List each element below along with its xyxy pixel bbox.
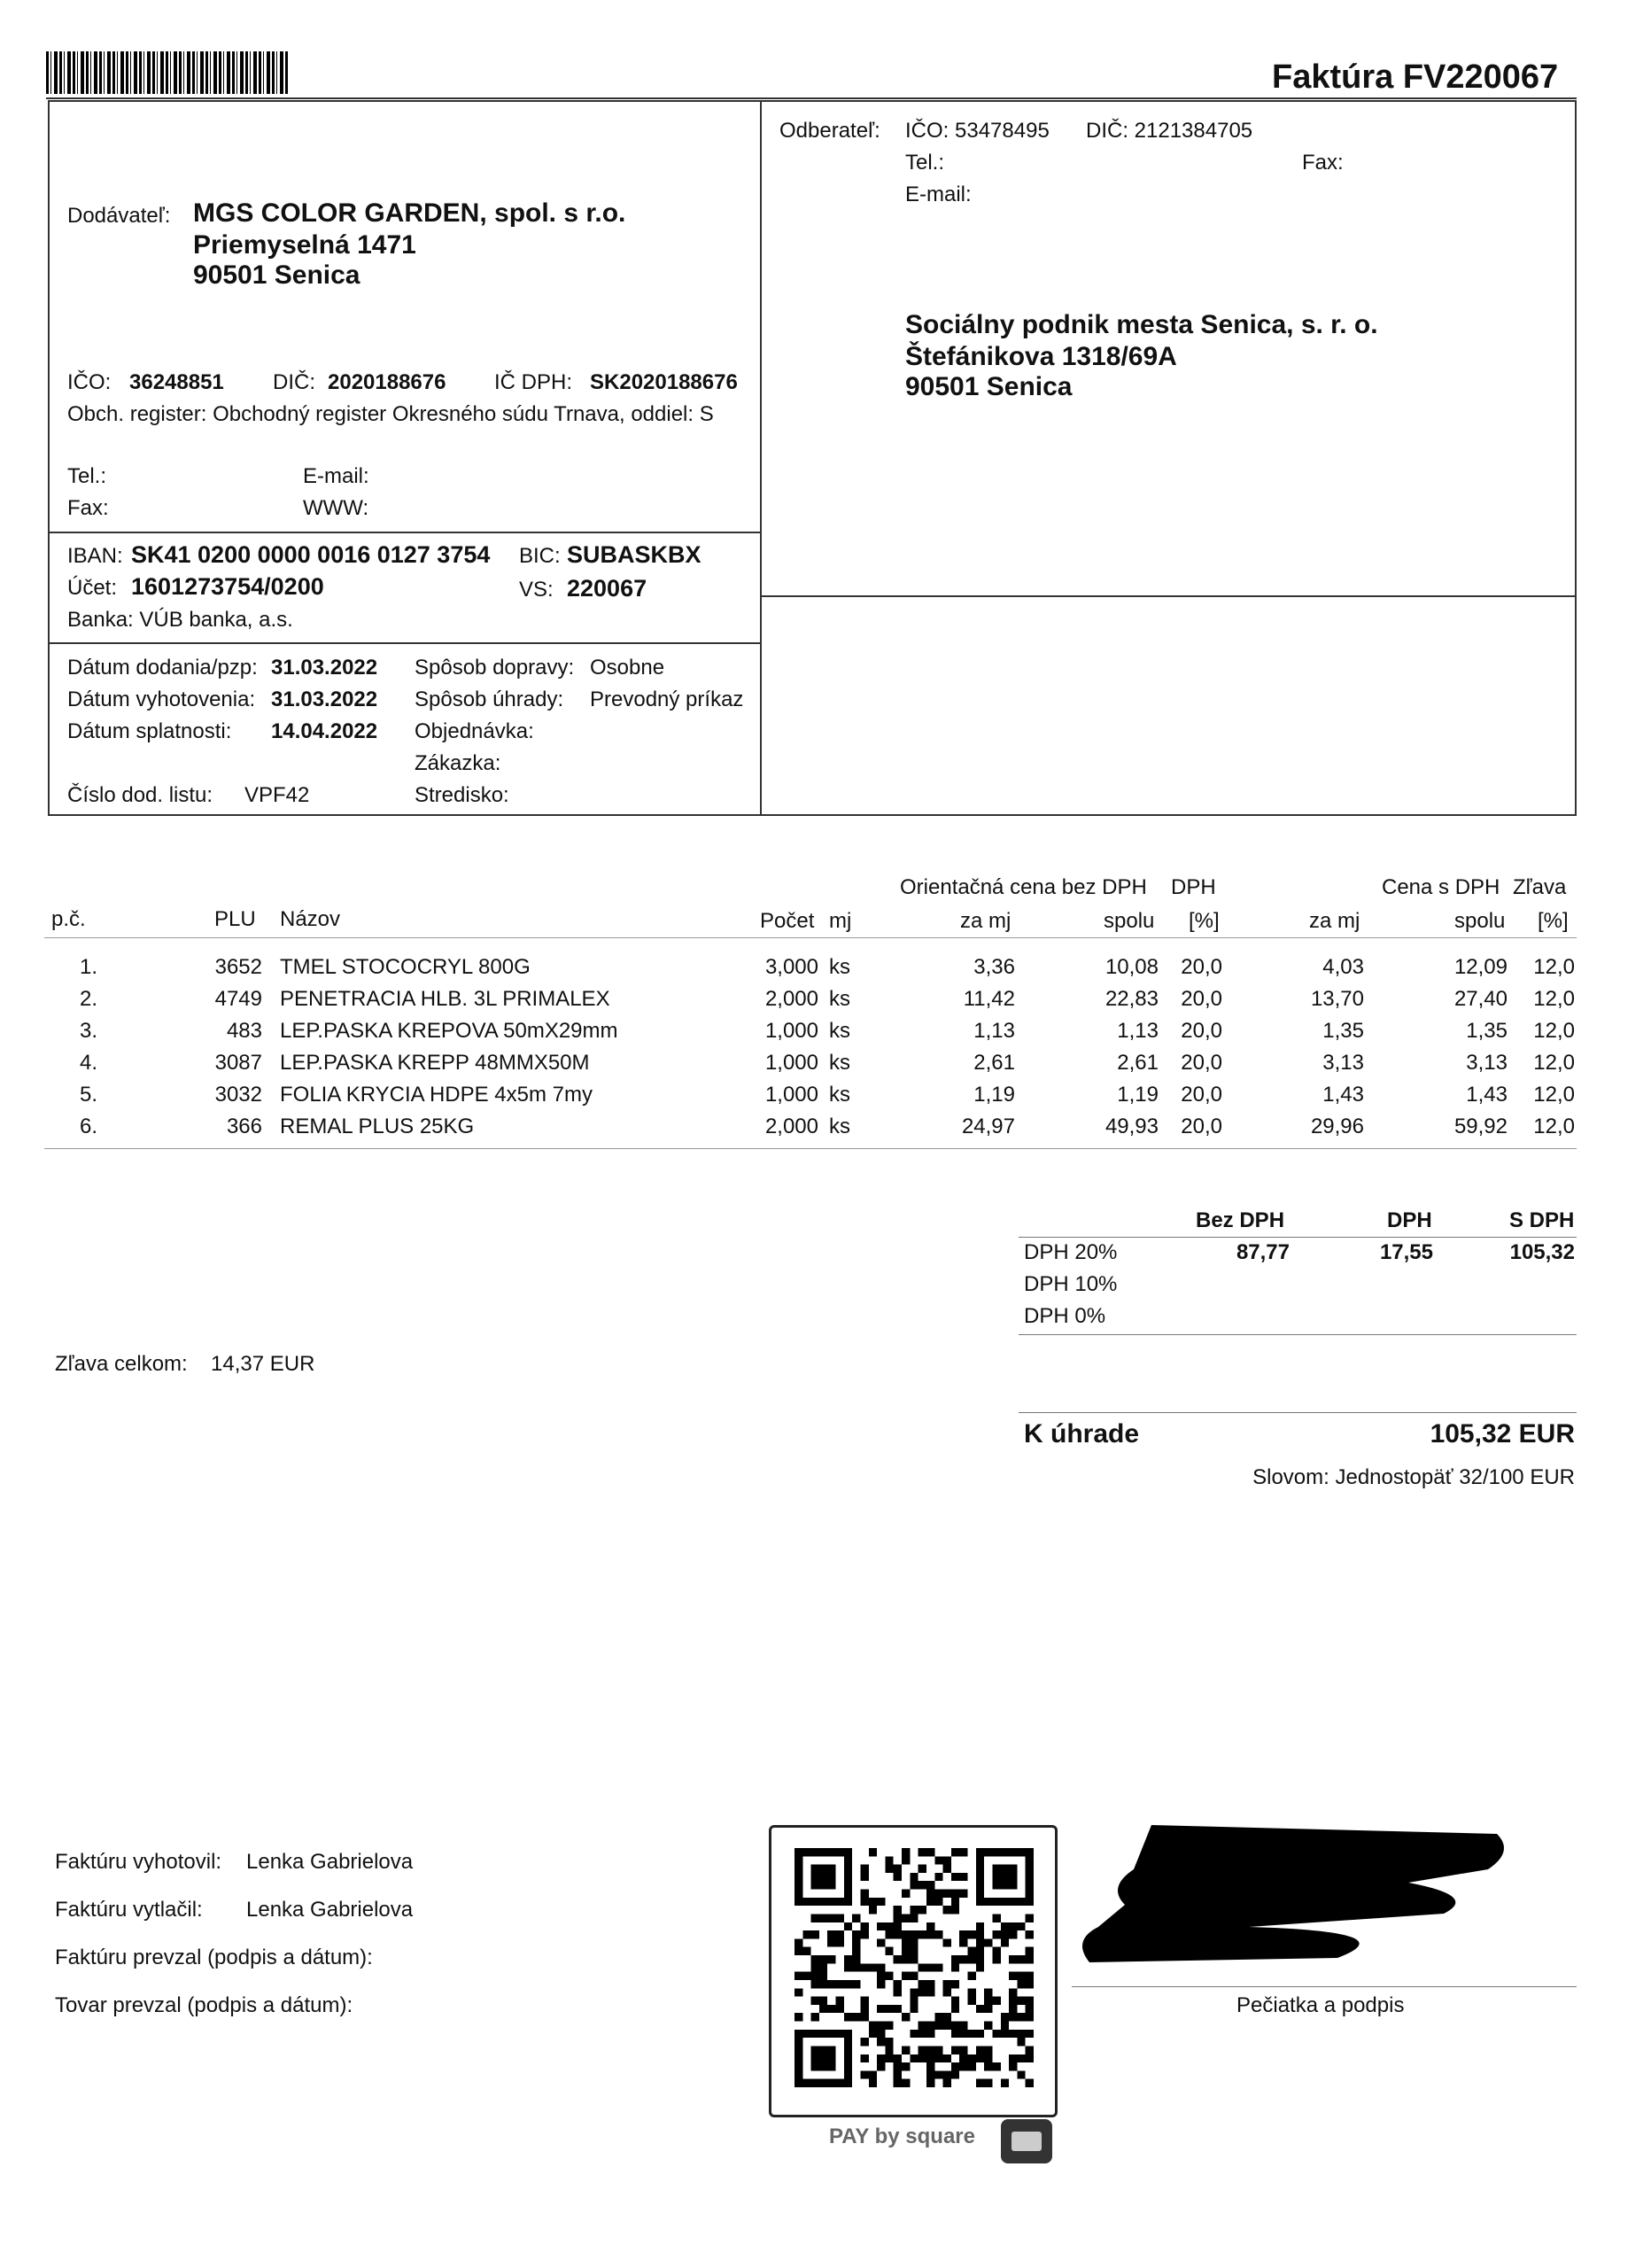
supplier-dic: 2020188676 [328,370,446,394]
iban: SK41 0200 0000 0016 0127 3754 [131,541,491,568]
customer-city: 90501 Senica [905,372,1073,401]
cell-spolu2: 12,09 [1453,955,1508,979]
vat-0-label: DPH 0% [1024,1304,1106,1328]
qr-code-icon [794,1848,1034,2087]
th-pct2: [%] [1538,909,1569,933]
date-issue-label: Dátum vyhotovenia: [67,687,256,711]
cell-spolu2: 59,92 [1453,1115,1508,1138]
discount-value: 14,37 EUR [211,1352,315,1376]
delivery-note: VPF42 [244,783,310,807]
cost-center-label: Stredisko: [415,783,509,807]
cell-plu: 366 [226,1115,262,1138]
customer-ico: IČO: 53478495 [905,119,1050,143]
bank-card-icon [1001,2119,1052,2163]
date-due-label: Dátum splatnosti: [67,719,232,743]
cell-pocet: 3,000 [764,955,818,979]
date-delivery: 31.03.2022 [271,656,378,680]
cell-zamj2: 1,35 [1322,1019,1364,1043]
vat-dph-header: DPH [1387,1208,1432,1232]
cell-dph: 20,0 [1181,987,1222,1011]
customer-dic: DIČ: 2121384705 [1086,119,1253,143]
ucet-label: Účet: [67,576,118,600]
goods-received-label: Tovar prevzal (podpis a dátum): [55,1993,353,2017]
invoice-title: Faktúra FV220067 [1272,58,1559,96]
cell-pc: 4. [79,1051,97,1075]
cell-spolu: 49,93 [1105,1115,1159,1138]
delivery-note-label: Číslo dod. listu: [67,783,213,807]
cell-zamj2: 1,43 [1322,1083,1364,1107]
th-za-mj2: za mj [1309,909,1360,933]
supplier-icdph: SK2020188676 [590,370,738,394]
cell-pc: 6. [79,1115,97,1138]
cell-dph: 20,0 [1181,955,1222,979]
th-pc: p.č. [51,907,86,931]
th-nazov: Názov [280,907,341,931]
supplier-email-label: E-mail: [303,464,369,488]
cell-mj: ks [829,1019,850,1043]
cell-plu: 3087 [214,1051,262,1075]
cell-pocet: 2,000 [764,1115,818,1138]
cell-zamj: 11,42 [963,987,1015,1011]
iban-label: IBAN: [67,544,123,568]
vat-s-header: S DPH [1509,1208,1575,1232]
table-end-rule [44,1148,1577,1149]
cell-zamj2: 3,13 [1322,1051,1364,1075]
supplier-dic-label: DIČ: [273,370,315,394]
supplier-city: 90501 Senica [193,260,360,290]
bank-name: Banka: VÚB banka, a.s. [67,608,293,632]
cell-zlava: 12,0 [1533,1019,1575,1043]
vs: 220067 [567,575,647,602]
transport-label: Spôsob dopravy: [415,656,575,680]
cell-spolu2: 3,13 [1466,1051,1508,1075]
th-orient: Orientačná cena bez DPH [900,875,1147,899]
cell-dph: 20,0 [1181,1051,1222,1075]
cell-zamj: 1,13 [973,1019,1015,1043]
issued-by-label: Faktúru vyhotovil: [55,1850,222,1874]
discount-label: Zľava celkom: [55,1352,188,1376]
cell-spolu2: 1,35 [1466,1019,1508,1043]
cell-zlava: 12,0 [1533,987,1575,1011]
vat-10-label: DPH 10% [1024,1272,1118,1296]
payment: Prevodný príkaz [590,687,744,711]
th-za-mj: za mj [960,909,1012,933]
cell-zamj: 3,36 [973,955,1015,979]
redacted-signature-icon [1072,1816,1515,1976]
supplier-tel-label: Tel.: [67,464,107,488]
th-pocet: Počet [760,909,815,933]
cell-pocet: 1,000 [764,1019,818,1043]
th-dph-top: DPH [1171,875,1216,899]
cell-zlava: 12,0 [1533,955,1575,979]
printed-by: Lenka Gabrielova [246,1898,414,1922]
supplier-name: MGS COLOR GARDEN, spol. s r.o. [193,198,626,228]
stamp-label: Pečiatka a podpis [1236,1993,1405,2017]
cell-zamj2: 29,96 [1310,1115,1364,1138]
cell-dph: 20,0 [1181,1083,1222,1107]
th-pct: [%] [1189,909,1220,933]
vat-end-rule [1019,1334,1577,1335]
cell-nazov: PENETRACIA HLB. 3L PRIMALEX [280,987,610,1011]
header-rule [44,937,1577,938]
cell-zlava: 12,0 [1533,1115,1575,1138]
date-due: 14.04.2022 [271,719,378,743]
divider [48,532,762,533]
cell-spolu: 22,83 [1105,987,1159,1011]
cell-spolu2: 1,43 [1466,1083,1508,1107]
supplier-street: Priemyselná 1471 [193,230,416,260]
payment-label: Spôsob úhrady: [415,687,564,711]
contract-label: Zákazka: [415,751,501,775]
customer-label: Odberateľ: [779,119,880,143]
pay-by-square-label: PAY by square [829,2124,975,2148]
cell-pocet: 1,000 [764,1051,818,1075]
cell-zamj2: 4,03 [1322,955,1364,979]
customer-email-label: E-mail: [905,183,972,206]
supplier-label: Dodávateľ: [67,204,171,228]
cell-mj: ks [829,1051,850,1075]
cell-pc: 5. [79,1083,97,1107]
th-mj: mj [829,909,852,933]
cell-mj: ks [829,955,850,979]
divider [760,595,1577,597]
supplier-icdph-label: IČ DPH: [494,370,573,394]
cell-spolu: 2,61 [1117,1051,1159,1075]
vat-rule [1019,1237,1577,1238]
cell-pc: 2. [79,987,97,1011]
cell-zamj2: 13,70 [1310,987,1364,1011]
cell-plu: 483 [226,1019,262,1043]
cell-zamj: 2,61 [973,1051,1015,1075]
title-rule [46,97,1577,99]
cell-pocet: 1,000 [764,1083,818,1107]
vat-20-dph: 17,55 [1379,1240,1433,1264]
total-in-words: Slovom: Jednostopäť 32/100 EUR [1252,1465,1575,1489]
cell-spolu: 1,19 [1117,1083,1159,1107]
vs-label: VS: [519,578,554,602]
cell-zlava: 12,0 [1533,1083,1575,1107]
cell-dph: 20,0 [1181,1019,1222,1043]
th-spolu: spolu [1104,909,1155,933]
bic: SUBASKBX [567,541,701,568]
cell-nazov: LEP.PASKA KREPP 48MMX50M [280,1051,590,1075]
cell-mj: ks [829,1115,850,1138]
bic-label: BIC: [519,544,561,568]
date-delivery-label: Dátum dodania/pzp: [67,656,258,680]
order-label: Objednávka: [415,719,534,743]
supplier-fax-label: Fax: [67,496,109,520]
cell-dph: 20,0 [1181,1115,1222,1138]
cell-plu: 3652 [214,955,262,979]
cell-zamj: 1,19 [973,1083,1015,1107]
vat-20-s: 105,32 [1509,1240,1575,1264]
cell-nazov: TMEL STOCOCRYL 800G [280,955,531,979]
customer-name: Sociálny podnik mesta Senica, s. r. o. [905,310,1378,339]
cell-pc: 1. [79,955,97,979]
vat-20-bez: 87,77 [1236,1240,1290,1264]
th-spolu2: spolu [1454,909,1506,933]
th-cena-s: Cena s DPH [1382,875,1500,899]
invoice-received-label: Faktúru prevzal (podpis a dátum): [55,1946,373,1969]
transport: Osobne [590,656,665,680]
barcode [46,51,289,94]
supplier-ico: 36248851 [129,370,224,394]
total-label: K úhrade [1024,1419,1140,1449]
cell-pocet: 2,000 [764,987,818,1011]
cell-nazov: FOLIA KRYCIA HDPE 4x5m 7my [280,1083,593,1107]
cell-plu: 4749 [214,987,262,1011]
supplier-register: Obch. register: Obchodný register Okresného súdu Trnava, oddiel: S [67,402,714,426]
cell-spolu: 1,13 [1117,1019,1159,1043]
customer-fax-label: Fax: [1302,151,1344,175]
vat-20-label: DPH 20% [1024,1240,1118,1264]
vat-bez-header: Bez DPH [1196,1208,1285,1232]
supplier-ico-label: IČO: [67,370,112,394]
cell-spolu: 10,08 [1105,955,1159,979]
date-issue: 31.03.2022 [271,687,378,711]
cell-nazov: LEP.PASKA KREPOVA 50mX29mm [280,1019,618,1043]
cell-plu: 3032 [214,1083,262,1107]
total-rule [1019,1412,1577,1413]
cell-mj: ks [829,1083,850,1107]
customer-street: Štefánikova 1318/69A [905,342,1177,371]
divider [48,642,762,644]
cell-nazov: REMAL PLUS 25KG [280,1115,475,1138]
total-value: 105,32 EUR [1430,1419,1575,1449]
ucet: 1601273754/0200 [131,573,324,600]
signature-line [1072,1986,1577,1987]
customer-tel-label: Tel.: [905,151,945,175]
cell-mj: ks [829,987,850,1011]
th-plu: PLU [214,907,256,931]
cell-zamj: 24,97 [961,1115,1015,1138]
supplier-www-label: WWW: [303,496,369,520]
cell-spolu2: 27,40 [1453,987,1508,1011]
cell-pc: 3. [79,1019,97,1043]
customer-box [760,100,1577,816]
th-zlava: Zľava [1513,875,1567,899]
printed-by-label: Faktúru vytlačil: [55,1898,203,1922]
issued-by: Lenka Gabrielova [246,1850,414,1874]
cell-zlava: 12,0 [1533,1051,1575,1075]
